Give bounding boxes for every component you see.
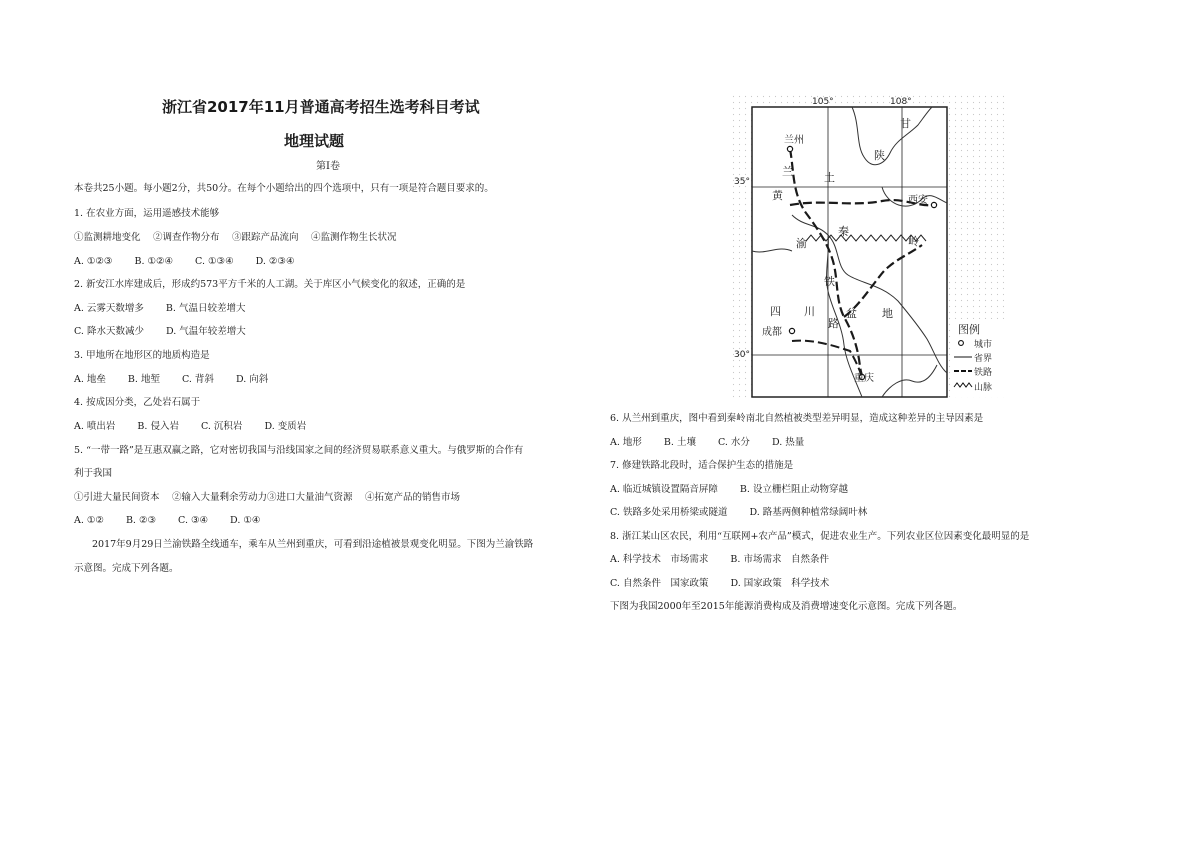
q8-stem: 8. 浙江某山区农民，利用“互联网+农产品”模式，促进农业生产。下列农业区位因素变化最明显的是	[610, 531, 1030, 542]
q8-options-cd: C. 自然条件 国家政策 D. 国家政策 科学技术	[610, 578, 830, 589]
region-label-chuan: 川	[804, 305, 815, 318]
city-label-lanzhou: 兰州	[784, 135, 804, 146]
paper-subtitle: 地理试题	[284, 132, 345, 150]
city-marker-lanzhou	[787, 146, 792, 151]
region-label-lan: 兰	[782, 165, 793, 178]
lat-label-35: 35°	[734, 177, 750, 187]
instructions: 本卷共25小题。每小题2分，共50分。在每个小题给出的四个选项中，只有一项是符合题目要求的。	[74, 183, 494, 194]
region-label-qin: 秦	[838, 225, 849, 238]
q6-stem: 6. 从兰州到重庆，图中看到秦岭南北自然植被类型差异明显，造成这种差异的主导因素是	[610, 413, 984, 424]
city-label-chengdu: 成都	[762, 327, 782, 338]
region-label-shaan: 陕	[874, 149, 885, 162]
q1-items: ①监测耕地变化 ②调查作物分布 ③跟踪产品流向 ④监测作物生长状况	[74, 232, 397, 243]
q2-options-ab: A. 云雾天数增多 B. 气温日较差增大	[74, 303, 246, 314]
legend-border: 省界	[974, 354, 993, 364]
region-label-huang: 黄	[772, 189, 783, 202]
lanyu-railway-map	[732, 95, 1004, 401]
q7-stem: 7. 修建铁路北段时，适合保护生态的措施是	[610, 460, 794, 471]
q4-stem: 4. 按成因分类，乙处岩石属于	[74, 397, 201, 408]
q6-options: A. 地形 B. 土壤 C. 水分 D. 热量	[610, 437, 805, 448]
region-label-gan: 甘	[900, 117, 911, 130]
q4-options: A. 喷出岩 B. 侵入岩 C. 沉积岩 D. 变质岩	[74, 421, 307, 432]
city-label-xian: 西安	[908, 195, 928, 206]
passage-line2: 示意图。完成下列各题。	[74, 563, 179, 574]
lon-label-105: 105°	[812, 97, 834, 107]
region-label-si: 四	[770, 305, 781, 318]
region-label-yu: 渝	[796, 237, 807, 250]
map-legend	[952, 319, 1004, 397]
q1-options: A. ①②③ B. ①②④ C. ①③④ D. ②③④	[74, 256, 295, 267]
region-label-pen: 盆	[846, 307, 857, 320]
q5-options: A. ①② B. ②③ C. ③④ D. ①④	[74, 515, 261, 526]
legend-city: 城市	[974, 340, 993, 350]
city-marker-xian	[931, 202, 936, 207]
q7-options-cd: C. 铁路多处采用桥梁或隧道 D. 路基两侧种植常绿阔叶林	[610, 507, 868, 518]
q3-stem: 3. 甲地所在地形区的地质构造是	[74, 350, 210, 361]
legend-railway: 铁路	[974, 368, 993, 378]
legend-mountain: 山脉	[974, 383, 993, 393]
region-label-lu: 路	[828, 317, 839, 330]
exam-title: 浙江省2017年11月普通高考招生选考科目考试	[162, 98, 480, 116]
q2-stem: 2. 新安江水库建成后，形成约573平方千米的人工湖。关于库区小气候变化的叙述，正确的是	[74, 279, 466, 290]
region-label-tie: 铁	[824, 275, 835, 288]
q3-options: A. 地垒 B. 地堑 C. 背斜 D. 向斜	[74, 374, 269, 385]
q5-stem-line2: 利于我国	[74, 468, 113, 479]
region-label-di: 地	[882, 307, 893, 320]
passage-line1: 2017年9月29日兰渝铁路全线通车，乘车从兰州到重庆，可看到沿途植被景观变化明显。下图为兰渝铁路	[92, 539, 534, 550]
q5-stem-line1: 5. “一带一路”是互惠双赢之路，它对密切我国与沿线国家之间的经济贸易联系意义重大。与俄罗斯的合作有	[74, 445, 524, 456]
legend-title: 图例	[958, 323, 980, 336]
q2-options-cd: C. 降水天数减少 D. 气温年较差增大	[74, 326, 246, 337]
energy-passage: 下图为我国2000年至2015年能源消费构成及消费增速变化示意图。完成下列各题。	[610, 601, 963, 612]
lat-label-30: 30°	[734, 350, 750, 360]
q1-stem: 1. 在农业方面，运用遥感技术能够	[74, 208, 220, 219]
city-label-chongqing: 重庆	[854, 373, 874, 384]
region-label-tu: 土	[824, 171, 835, 184]
lon-label-108: 108°	[890, 97, 912, 107]
section-label: 第Ⅰ卷	[316, 161, 340, 172]
q7-options-ab: A. 临近城镇设置隔音屏障 B. 设立栅栏阻止动物穿越	[610, 484, 848, 495]
region-label-ling: 岭	[908, 235, 919, 248]
city-marker-chengdu	[789, 328, 794, 333]
q5-items: ①引进大量民间资本 ②输入大量剩余劳动力③进口大量油气资源 ④拓宽产品的销售市场	[74, 492, 461, 503]
q8-options-ab: A. 科学技术 市场需求 B. 市场需求 自然条件	[610, 554, 829, 565]
